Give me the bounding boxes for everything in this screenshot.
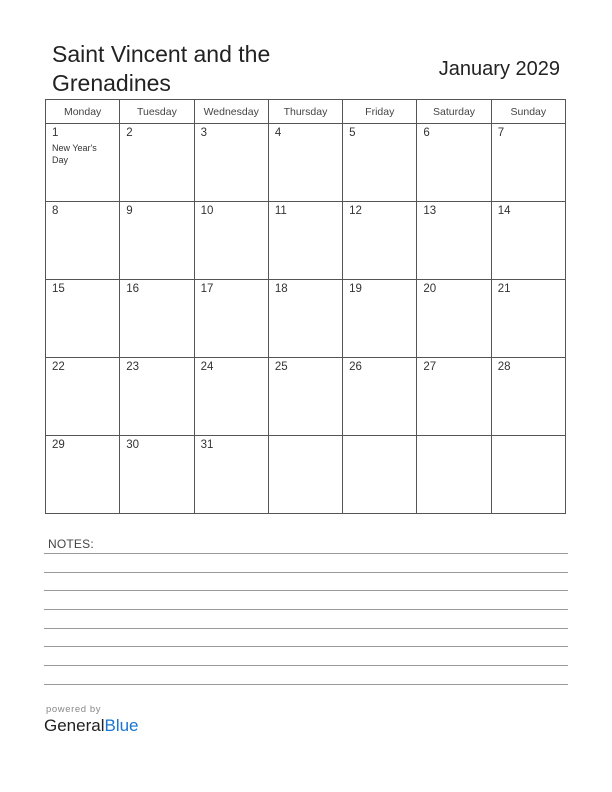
day-number: 29 [52,439,65,451]
day-cell [46,358,120,436]
holiday-label: New Year's Day [52,143,97,165]
day-cell [491,358,565,436]
day-number: 7 [497,127,505,139]
powered-by-text: powered by [46,704,102,715]
day-cell [343,280,417,358]
weekday-header: Friday [343,100,417,124]
day-number: 31 [200,439,214,451]
weekday-header: Monday [46,100,120,124]
notes-line [44,572,568,573]
day-cell [46,202,120,280]
weekday-header: Saturday [417,100,491,124]
day-cell [491,436,565,514]
notes-line [44,646,568,647]
day-number: 28 [497,361,511,373]
day-cell [46,436,120,514]
day-cell [268,124,342,202]
week-row [46,280,566,358]
day-number: 6 [423,127,430,139]
day-cell [417,358,491,436]
day-number: 12 [349,205,362,217]
day-number: 8 [52,205,59,217]
day-number: 14 [497,205,511,217]
day-number: 10 [200,205,214,217]
day-number: 25 [274,361,288,373]
day-cell [268,202,342,280]
day-cell [46,280,120,358]
day-cell [194,436,268,514]
day-number: 19 [349,283,362,295]
day-cell [343,436,417,514]
day-number: 3 [200,127,207,139]
day-cell [343,358,417,436]
day-number: 30 [126,439,140,451]
day-cell [417,124,491,202]
day-cell [194,124,268,202]
day-number: 9 [126,205,133,217]
day-cell [417,202,491,280]
weekday-header-row [46,100,566,124]
day-cell [120,358,194,436]
day-cell [194,358,268,436]
day-cell [120,436,194,514]
day-cell [194,280,268,358]
day-number: 22 [52,361,65,373]
day-cell [120,124,194,202]
page-title: Saint Vincent and the Grenadines [52,41,271,96]
day-number: 21 [497,283,511,295]
day-number [343,436,416,439]
week-row [46,358,566,436]
day-number: 15 [52,283,65,295]
day-cell [343,124,417,202]
day-cell [46,124,120,202]
week-row [46,202,566,280]
weekday-header: Thursday [268,100,342,124]
day-cell [343,202,417,280]
day-cell [268,358,342,436]
notes-line [44,590,568,591]
brand-blue: Blue [104,716,139,735]
weekday-header: Sunday [491,100,565,124]
notes-label: NOTES: [48,537,94,551]
calendar-grid [45,99,566,514]
month-label: January 2029 [438,58,560,80]
day-number: 17 [200,283,214,295]
day-number: 2 [126,127,133,139]
day-cell [417,436,491,514]
week-row [46,436,566,514]
day-number [417,436,490,439]
day-number: 23 [126,361,140,373]
day-cell [120,202,194,280]
day-cell [491,124,565,202]
day-number: 11 [274,205,287,217]
day-number: 27 [423,361,437,373]
notes-line [44,684,568,685]
day-cell [268,280,342,358]
day-number: 24 [200,361,214,373]
notes-line [44,665,568,666]
day-number: 18 [274,283,288,295]
day-number [269,436,342,439]
day-cell [194,202,268,280]
brand-logo [44,716,139,736]
day-number: 16 [126,283,140,295]
day-number: 1 [52,127,59,139]
notes-line [44,553,568,554]
weekday-header: Tuesday [120,100,194,124]
day-number: 5 [349,127,356,139]
day-cell [417,280,491,358]
day-cell [268,436,342,514]
day-cell [491,202,565,280]
day-number: 26 [349,361,362,373]
day-cell [491,280,565,358]
notes-line [44,609,568,610]
day-number: 4 [274,127,282,139]
day-number: 13 [423,205,437,217]
day-cell [120,280,194,358]
day-number: 20 [423,283,437,295]
notes-line [44,628,568,629]
brand-general: General [44,716,105,735]
weekday-header: Wednesday [194,100,268,124]
day-number [492,436,565,439]
week-row [46,124,566,202]
